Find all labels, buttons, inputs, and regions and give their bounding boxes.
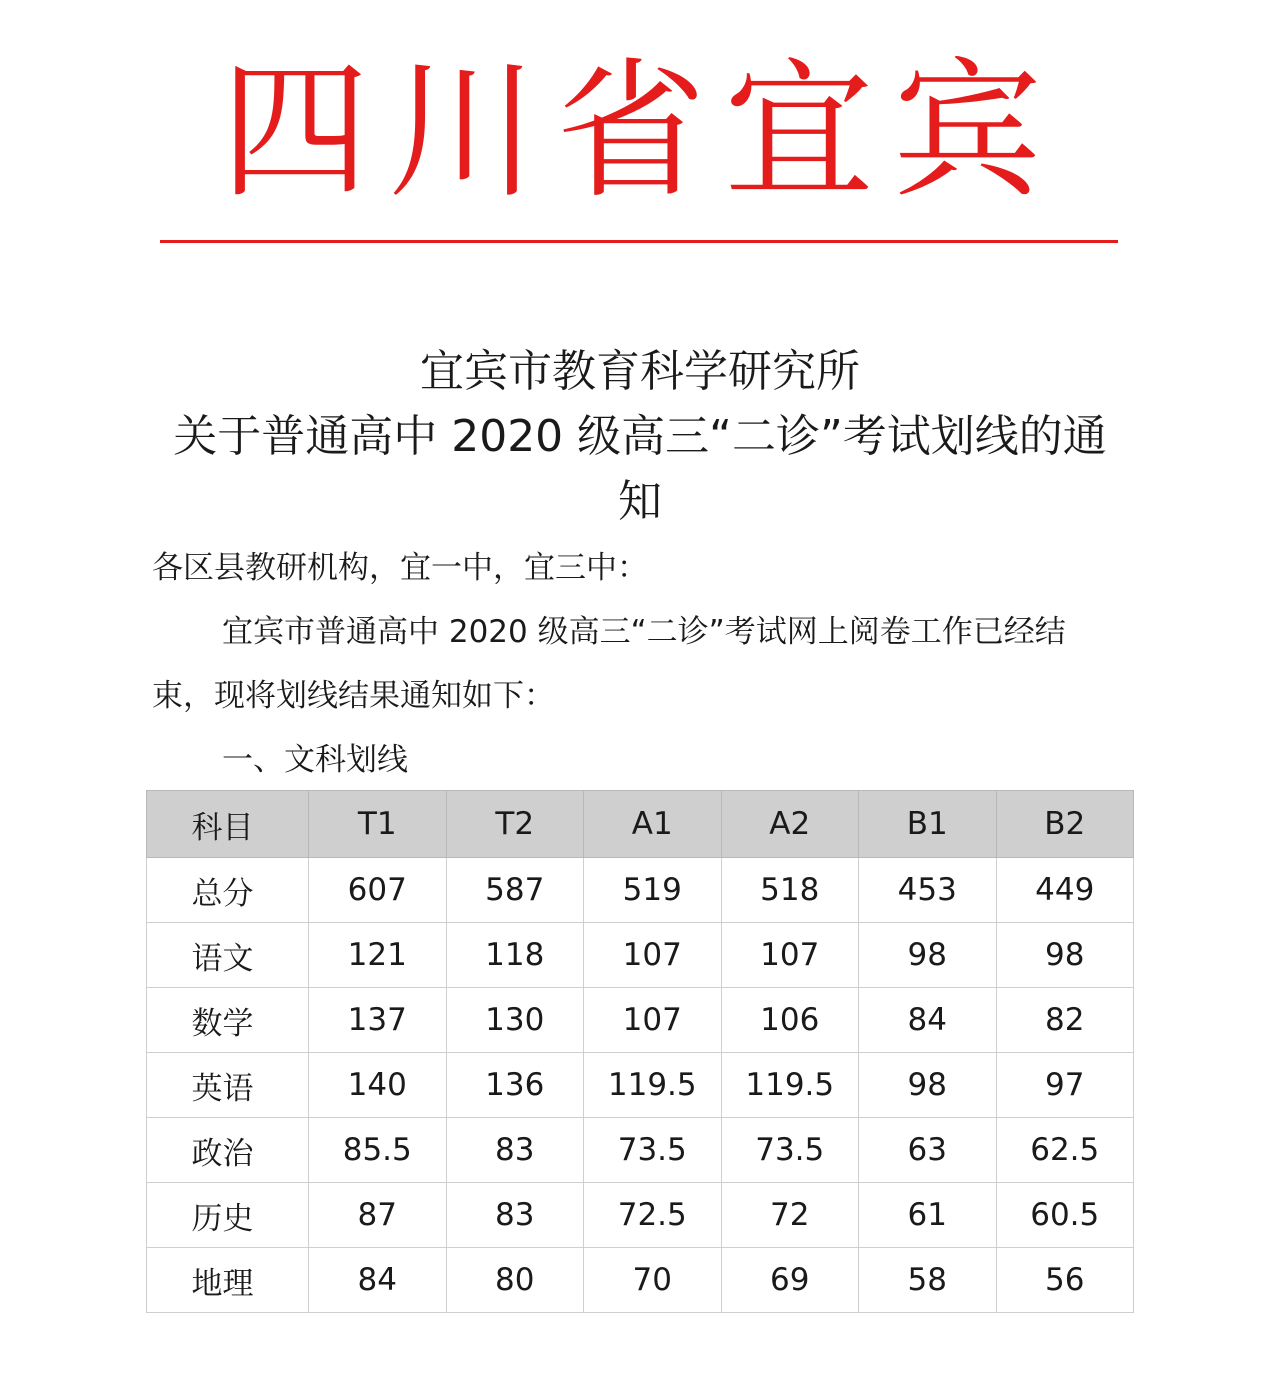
notice-title-line: 关于普通高中 2020 级高三“二诊”考试划线的通 bbox=[173, 411, 1107, 462]
notice-title-line-end: 知 bbox=[618, 476, 662, 527]
table-cell: 70 bbox=[584, 1248, 722, 1313]
header-a1: A1 bbox=[584, 791, 722, 858]
table-row bbox=[147, 1053, 1134, 1118]
table-cell: 519 bbox=[584, 858, 722, 923]
table-cell: 83 bbox=[446, 1183, 584, 1248]
header-b2: B2 bbox=[996, 791, 1134, 858]
header-subject: 科目 bbox=[147, 791, 309, 858]
row-subject: 政治 bbox=[147, 1118, 309, 1183]
row-subject: 英语 bbox=[147, 1053, 309, 1118]
section-heading: 一、文科划线 bbox=[222, 742, 408, 778]
row-subject: 历史 bbox=[147, 1183, 309, 1248]
table-cell: 107 bbox=[584, 988, 722, 1053]
table-cell: 607 bbox=[309, 858, 447, 923]
table-cell: 72 bbox=[721, 1183, 859, 1248]
table-cell: 83 bbox=[446, 1118, 584, 1183]
table-cell: 449 bbox=[996, 858, 1134, 923]
table-row bbox=[147, 1248, 1134, 1313]
table-cell: 85.5 bbox=[309, 1118, 447, 1183]
header-a2: A2 bbox=[721, 791, 859, 858]
table-cell: 518 bbox=[721, 858, 859, 923]
table-cell: 72.5 bbox=[584, 1183, 722, 1248]
header-t1: T1 bbox=[309, 791, 447, 858]
table-row bbox=[147, 858, 1134, 923]
table-row bbox=[147, 1118, 1134, 1183]
table-cell: 82 bbox=[996, 988, 1134, 1053]
table-cell: 137 bbox=[309, 988, 447, 1053]
table-cell: 62.5 bbox=[996, 1118, 1134, 1183]
table-cell: 73.5 bbox=[584, 1118, 722, 1183]
table-row bbox=[147, 1183, 1134, 1248]
table-row bbox=[147, 988, 1134, 1053]
header-t2: T2 bbox=[446, 791, 584, 858]
table-cell: 60.5 bbox=[996, 1183, 1134, 1248]
table-cell: 140 bbox=[309, 1053, 447, 1118]
table-cell: 69 bbox=[721, 1248, 859, 1313]
table-cell: 118 bbox=[446, 923, 584, 988]
table-cell: 453 bbox=[859, 858, 997, 923]
table-cell: 61 bbox=[859, 1183, 997, 1248]
table-cell: 587 bbox=[446, 858, 584, 923]
table-cell: 107 bbox=[584, 923, 722, 988]
table-header-row bbox=[147, 791, 1134, 858]
notice-issuer: 宜宾市教育科学研究所 bbox=[420, 346, 860, 397]
table-cell: 119.5 bbox=[721, 1053, 859, 1118]
table-cell: 107 bbox=[721, 923, 859, 988]
row-subject: 总分 bbox=[147, 858, 309, 923]
table-cell: 84 bbox=[309, 1248, 447, 1313]
masthead-divider bbox=[160, 240, 1118, 243]
table-cell: 136 bbox=[446, 1053, 584, 1118]
table-cell: 98 bbox=[859, 1053, 997, 1118]
body-paragraph-line2: 束，现将划线结果通知如下： bbox=[152, 678, 555, 714]
table-cell: 56 bbox=[996, 1248, 1134, 1313]
header-b1: B1 bbox=[859, 791, 997, 858]
row-subject: 数学 bbox=[147, 988, 309, 1053]
score-line-table bbox=[146, 790, 1134, 1313]
table-cell: 130 bbox=[446, 988, 584, 1053]
table-cell: 84 bbox=[859, 988, 997, 1053]
table-cell: 106 bbox=[721, 988, 859, 1053]
table-cell: 98 bbox=[859, 923, 997, 988]
table-cell: 97 bbox=[996, 1053, 1134, 1118]
table-cell: 119.5 bbox=[584, 1053, 722, 1118]
table-cell: 80 bbox=[446, 1248, 584, 1313]
table-cell: 58 bbox=[859, 1248, 997, 1313]
table-row bbox=[147, 923, 1134, 988]
row-subject: 语文 bbox=[147, 923, 309, 988]
body-paragraph-line1: 宜宾市普通高中 2020 级高三“二诊”考试网上阅卷工作已经结 bbox=[222, 614, 1066, 650]
table-cell: 121 bbox=[309, 923, 447, 988]
table-cell: 87 bbox=[309, 1183, 447, 1248]
masthead-title: 四川省宜宾 bbox=[219, 45, 1060, 219]
table-cell: 63 bbox=[859, 1118, 997, 1183]
addressee: 各区县教研机构，宜一中，宜三中： bbox=[152, 550, 648, 586]
table-cell: 98 bbox=[996, 923, 1134, 988]
row-subject: 地理 bbox=[147, 1248, 309, 1313]
table-cell: 73.5 bbox=[721, 1118, 859, 1183]
